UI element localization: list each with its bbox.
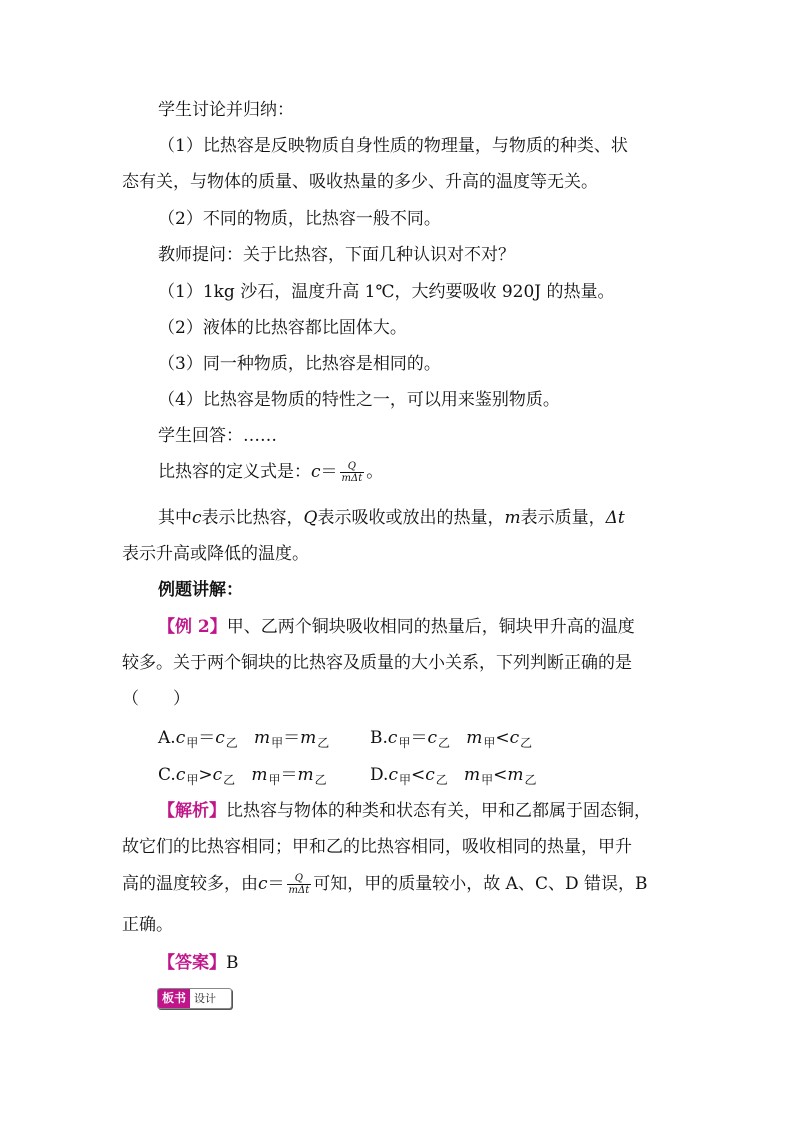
board-design-badge: 板书 设计 (157, 988, 232, 1009)
text-line: （2）不同的物质，比热容一般不同。 (158, 209, 441, 229)
text-line: （2）液体的比热容都比固体大。 (158, 318, 407, 338)
explanation-line: 其中c表示比热容，Q表示吸收或放出的热量，m表示质量，Δt (158, 508, 625, 528)
fraction: $\frac{Q}{\text{mΔt}}$ (288, 873, 310, 896)
text-line: 教师提问：关于比热容，下面几种认识对不对？ (158, 245, 515, 265)
definition-formula: 比热容的定义式是：c＝ $\frac{Q}{\text{mΔt}}$ 。 (158, 461, 384, 484)
explanation-line: 表示升高或降低的温度。 (122, 544, 309, 564)
text-line: 学生讨论并归纳： (158, 100, 294, 120)
analysis-line: 正确。 (122, 915, 173, 935)
answer-bracket: （ ） (122, 689, 190, 709)
analysis-line: 故它们的比热容相同；甲和乙的比热容相同，吸收相同的热量，甲升 (122, 837, 632, 857)
example-question: 较多。关于两个铜块的比热容及质量的大小关系，下列判断正确的是 (122, 653, 632, 673)
option-d: $D.c_甲<c_乙$ $m_甲<m_乙$ (370, 765, 537, 787)
text-line: 态有关，与物体的质量、吸收热量的多少、升高的温度等无关。 (122, 172, 598, 192)
option-a: $A.c_甲=c_乙$ $m_甲=m_乙$ (158, 728, 330, 750)
text-line: （4）比热容是物质的特性之一，可以用来鉴别物质。 (158, 390, 560, 410)
section-heading: 例题讲解： (158, 580, 243, 600)
analysis-line: 高的温度较多，由c＝ $\frac{Q}{\text{mΔt}}$ 可知，甲的质量较小，故 A、C、D 错误，B (122, 873, 648, 896)
analysis-line: 【解析】比热容与物体的种类和状态有关，甲和乙都属于固态铜， (158, 801, 651, 821)
options-row (158, 726, 718, 751)
answer-line: 【答案】B (158, 953, 239, 973)
example-question: 【例 2】甲、乙两个铜块吸收相同的热量后，铜块甲升高的温度 (158, 617, 635, 637)
text-line: （3）同一种物质，比热容是相同的。 (158, 354, 441, 374)
fraction: $\frac{Q}{\text{mΔt}}$ (341, 461, 363, 484)
text-line: （1）比热容是反映物质自身性质的物理量，与物质的种类、状 (158, 136, 628, 156)
option-c: $C.c_甲>c_乙$ $m_甲=m_乙$ (158, 765, 327, 787)
text-line: （1）1kg 沙石，温度升高 1℃，大约要吸收 920J 的热量。 (158, 282, 615, 302)
options-row (158, 763, 718, 788)
text-line: 学生回答：…… (158, 426, 277, 446)
option-b: $B.c_甲=c_乙$ $m_甲<c_乙$ (370, 728, 533, 750)
